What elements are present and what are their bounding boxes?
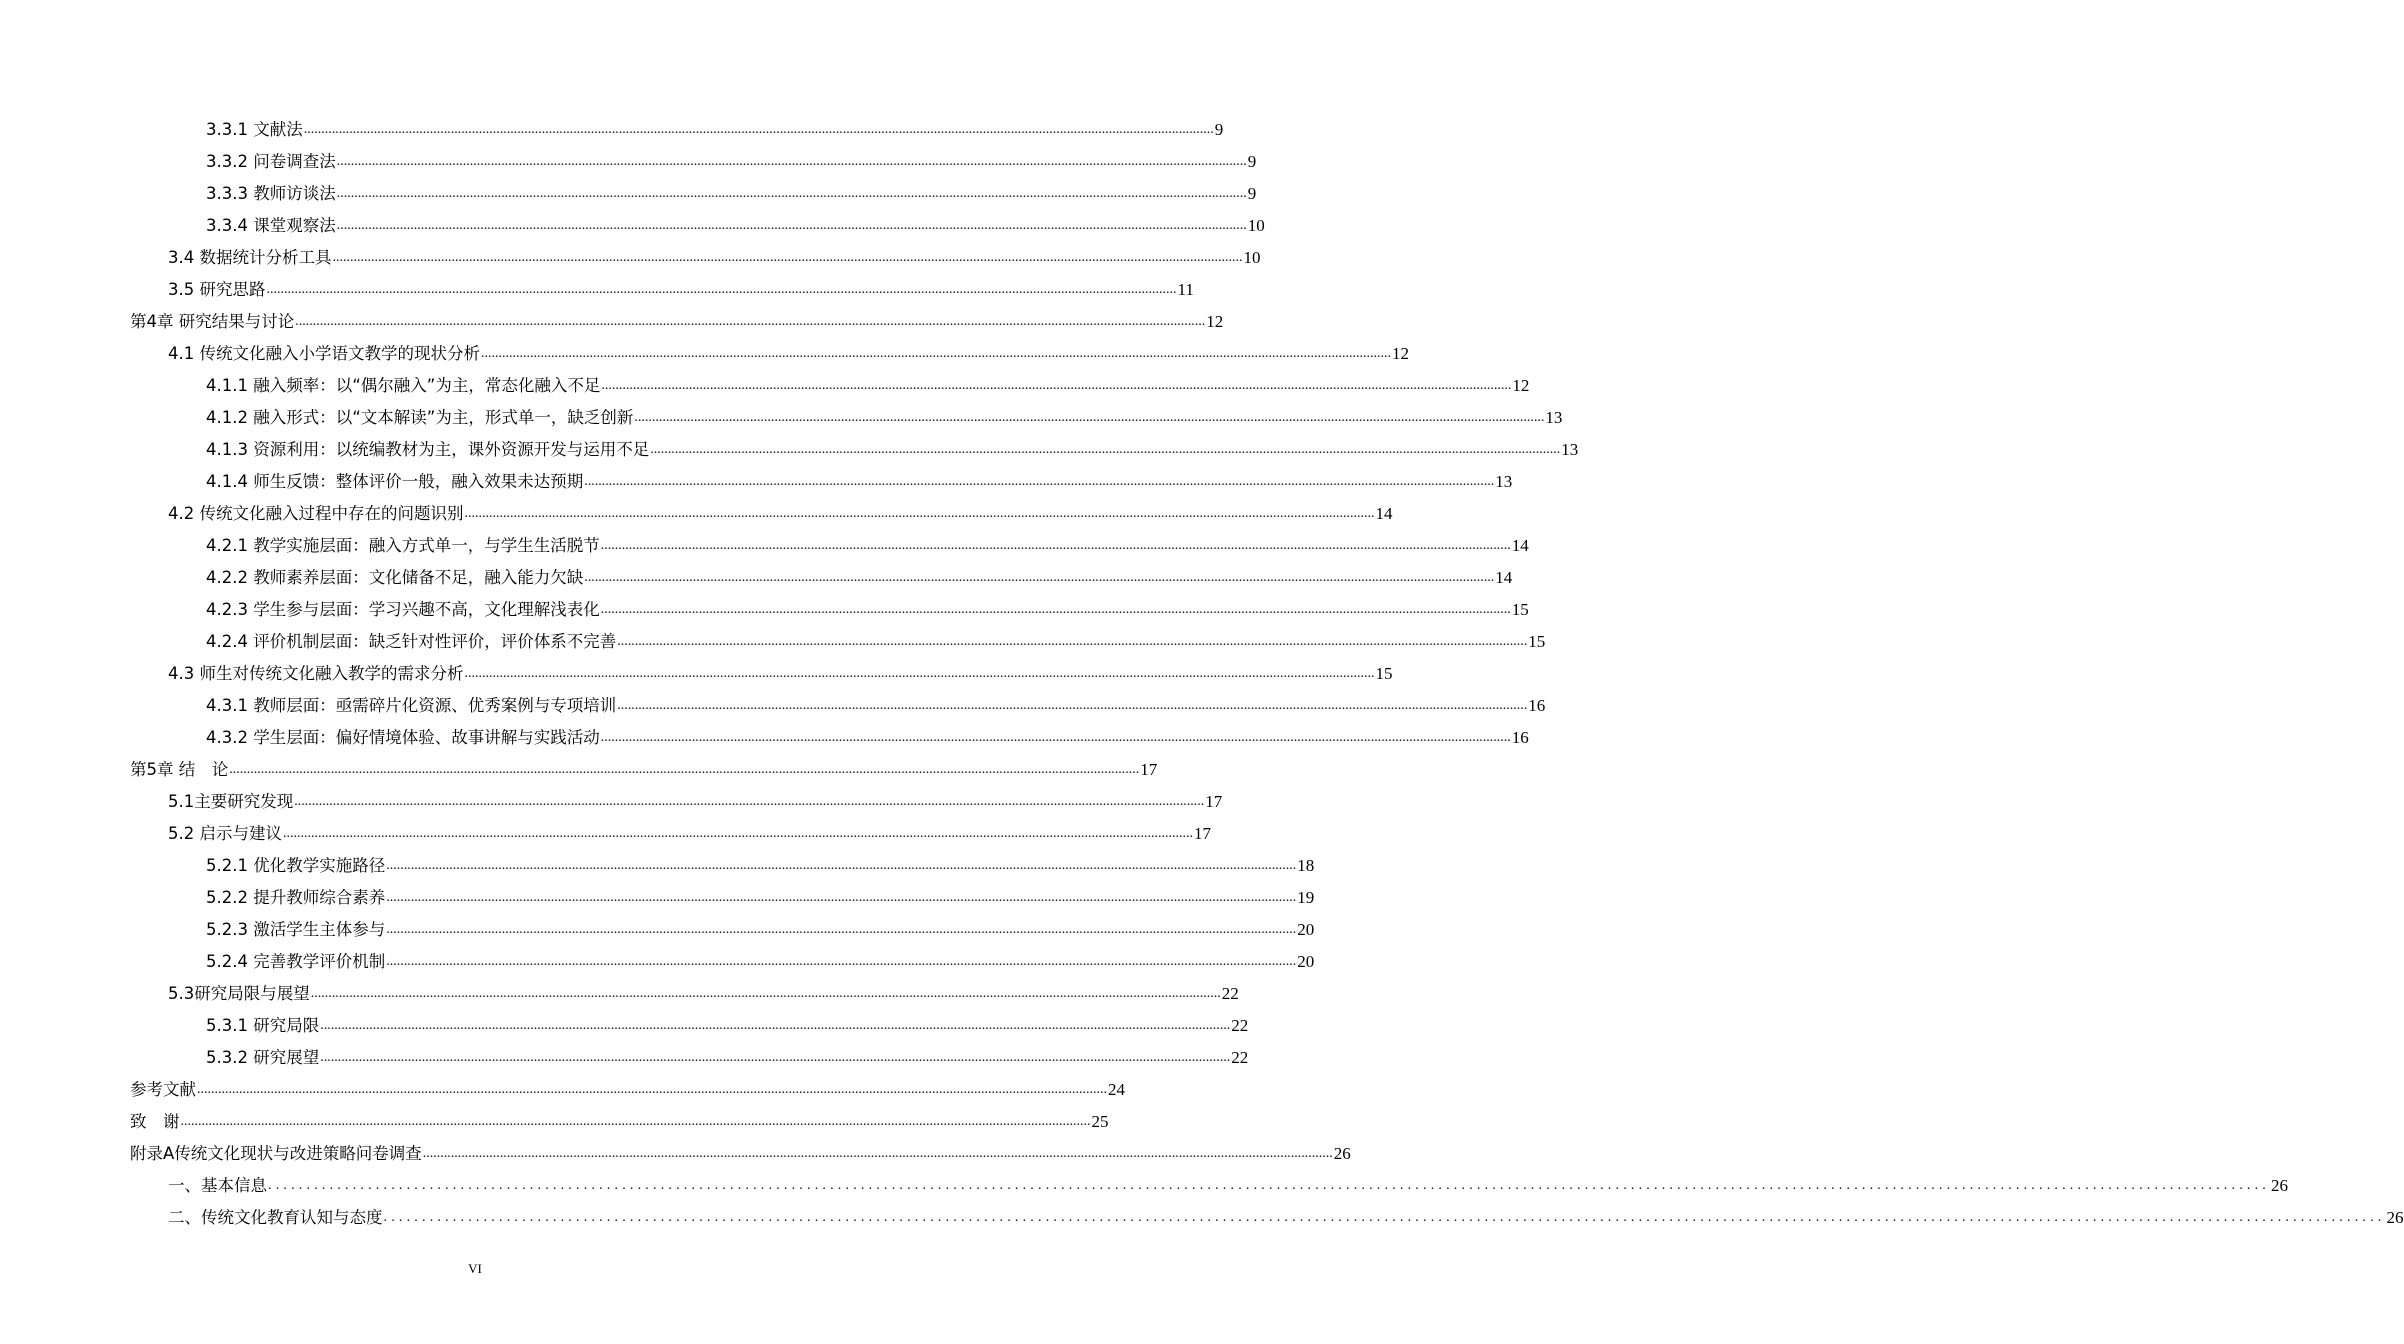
toc-entry[interactable] [0,466,1513,498]
toc-entry-title: 4.1.2 融入形式：以“文本解读”为主，形式单一，缺乏创新 [206,408,634,427]
toc-entry-page-number: 14 [1375,504,1393,523]
toc-dot-leader: .................................................................................................................................................................................................................................................................... [294,794,1205,809]
toc-entry-title: 3.5 研究思路 [168,280,266,299]
toc-entry[interactable] [0,626,1546,658]
toc-dot-leader: .................................................................................................................................................................................................................................................................... [650,442,1561,457]
toc-entry[interactable] [0,1202,2404,1234]
toc-entry-page-number: 16 [1511,728,1529,747]
toc-dot-leader: .................................................................................................................................................................................................................................................................... [303,122,1214,137]
toc-entry-title: 二、传统文化教育认知与态度 [168,1208,383,1227]
toc-entry-page-number: 26 [2271,1176,2288,1195]
toc-entry-title: 5.2 启示与建议 [168,824,282,843]
toc-entry[interactable] [0,274,1194,306]
toc-dot-leader: .................................................................................................................................................................................................................................................................... [383,1210,2386,1225]
page-number: VI [468,1261,482,1276]
toc-dot-leader: .................................................................................................................................................................................................................................................................... [197,1082,1107,1097]
toc-entry-page-number: 18 [1297,856,1315,875]
toc-entry-page-number: 22 [1231,1048,1249,1067]
toc-dot-leader: .................................................................................................................................................................................................................................................................... [600,602,1511,617]
toc-dot-leader: .................................................................................................................................................................................................................................................................... [617,634,1528,649]
toc-entry-title: 4.3.1 教师层面：亟需碎片化资源、优秀案例与专项培训 [206,696,617,715]
toc-entry[interactable] [0,402,1563,434]
toc-dot-leader: .................................................................................................................................................................................................................................................................... [386,890,1297,905]
toc-entry-page-number: 9 [1247,152,1257,171]
toc-entry[interactable] [0,498,1393,530]
toc-entry[interactable] [0,434,1579,466]
toc-dot-leader: .................................................................................................................................................................................................................................................................... [617,698,1528,713]
toc-entry-title: 4.2.3 学生参与层面：学习兴趣不高，文化理解浅表化 [206,600,600,619]
toc-entry-page-number: 16 [1528,696,1546,715]
table-of-contents [0,114,2404,1234]
toc-entry-page-number: 12 [1512,376,1530,395]
toc-dot-leader: .................................................................................................................................................................................................................................................................... [266,282,1177,297]
toc-entry-page-number: 13 [1495,472,1513,491]
toc-entry-title: 第4章 研究结果与讨论 [130,312,295,331]
toc-entry[interactable] [0,722,1529,754]
toc-entry-page-number: 10 [1247,216,1265,235]
toc-entry-title: 3.3.3 教师访谈法 [206,184,336,203]
toc-entry-title: 5.3.2 研究展望 [206,1048,320,1067]
toc-entry-page-number: 12 [1392,344,1409,363]
toc-dot-leader: .................................................................................................................................................................................................................................................................... [422,1146,1333,1161]
toc-dot-leader: .................................................................................................................................................................................................................................................................... [600,538,1511,553]
toc-entry[interactable] [0,1170,2288,1202]
toc-entry[interactable] [0,978,1239,1010]
toc-entry[interactable] [0,146,1257,178]
toc-entry[interactable] [0,946,1315,978]
toc-entry[interactable] [0,1042,1249,1074]
toc-entry-page-number: 15 [1375,664,1393,683]
toc-entry-page-number: 19 [1297,888,1315,907]
toc-entry-page-number: 9 [1247,184,1257,203]
toc-entry-page-number: 12 [1206,312,1224,331]
toc-entry-title: 3.3.1 文献法 [206,120,303,139]
toc-entry[interactable] [0,850,1315,882]
toc-dot-leader: .................................................................................................................................................................................................................................................................... [584,570,1495,585]
page-number-footer [0,1261,950,1277]
toc-entry[interactable] [0,370,1530,402]
toc-entry-title: 4.1.1 融入频率：以“偶尔融入”为主，常态化融入不足 [206,376,601,395]
toc-entry-title: 3.4 数据统计分析工具 [168,248,332,267]
toc-entry-page-number: 13 [1561,440,1579,459]
toc-entry-title: 4.2.2 教师素养层面：文化储备不足，融入能力欠缺 [206,568,584,587]
toc-entry-page-number: 11 [1177,280,1194,299]
toc-entry-title: 5.3.1 研究局限 [206,1016,320,1035]
toc-entry[interactable] [0,1074,1125,1106]
toc-entry-title: 致 谢 [130,1112,180,1131]
toc-dot-leader: .................................................................................................................................................................................................................................................................... [229,762,1140,777]
toc-dot-leader: .................................................................................................................................................................................................................................................................... [283,826,1193,841]
toc-entry-page-number: 13 [1545,408,1563,427]
toc-entry-title: 4.2 传统文化融入过程中存在的问题识别 [168,504,464,523]
toc-entry[interactable] [0,178,1257,210]
toc-entry[interactable] [0,338,1409,370]
toc-entry-title: 第5章 结 论 [130,760,229,779]
toc-entry-page-number: 17 [1194,824,1211,843]
toc-entry[interactable] [0,562,1513,594]
toc-entry-title: 4.1.3 资源利用：以统编教材为主，课外资源开发与运用不足 [206,440,650,459]
toc-entry-title: 3.3.2 问卷调查法 [206,152,336,171]
toc-entry[interactable] [0,818,1211,850]
toc-entry-page-number: 22 [1221,984,1239,1003]
toc-entry-title: 5.2.3 激活学生主体参与 [206,920,386,939]
toc-entry-page-number: 17 [1205,792,1223,811]
toc-entry[interactable] [0,690,1546,722]
toc-entry-title: 4.2.1 教学实施层面：融入方式单一，与学生生活脱节 [206,536,600,555]
toc-entry[interactable] [0,530,1529,562]
toc-dot-leader: .................................................................................................................................................................................................................................................................... [320,1050,1231,1065]
toc-dot-leader: .................................................................................................................................................................................................................................................................... [336,218,1247,233]
toc-dot-leader: .................................................................................................................................................................................................................................................................... [336,154,1247,169]
toc-entry-page-number: 14 [1511,536,1529,555]
toc-entry-page-number: 17 [1140,760,1158,779]
toc-entry[interactable] [0,114,1224,146]
toc-entry[interactable] [0,882,1315,914]
toc-entry-title: 4.1 传统文化融入小学语文教学的现状分析 [168,344,480,363]
toc-entry-title: 一、基本信息 [168,1176,267,1195]
toc-dot-leader: .................................................................................................................................................................................................................................................................... [386,858,1297,873]
toc-entry-title: 5.2.2 提升教师综合素养 [206,888,386,907]
toc-dot-leader: .................................................................................................................................................................................................................................................................... [600,730,1511,745]
toc-entry-page-number: 25 [1091,1112,1109,1131]
toc-entry-page-number: 24 [1108,1080,1125,1099]
toc-entry-page-number: 14 [1495,568,1513,587]
toc-dot-leader: .................................................................................................................................................................................................................................................................... [634,410,1545,425]
toc-entry-title: 5.1主要研究发现 [168,792,294,811]
toc-entry-title: 4.2.4 评价机制层面：缺乏针对性评价，评价体系不完善 [206,632,617,651]
toc-dot-leader: .................................................................................................................................................................................................................................................................... [464,666,1375,681]
toc-entry-title: 4.3 师生对传统文化融入教学的需求分析 [168,664,464,683]
toc-dot-leader: .................................................................................................................................................................................................................................................................... [295,314,1206,329]
toc-dot-leader: .................................................................................................................................................................................................................................................................... [332,250,1243,265]
toc-dot-leader: .................................................................................................................................................................................................................................................................... [268,1178,2270,1193]
toc-entry-page-number: 9 [1214,120,1224,139]
toc-dot-leader: .................................................................................................................................................................................................................................................................... [386,922,1297,937]
toc-entry-page-number: 22 [1231,1016,1249,1035]
toc-entry[interactable] [0,1138,1351,1170]
toc-entry[interactable] [0,754,1158,786]
toc-dot-leader: .................................................................................................................................................................................................................................................................... [481,346,1391,361]
toc-dot-leader: .................................................................................................................................................................................................................................................................... [584,474,1495,489]
toc-entry-page-number: 20 [1297,952,1315,971]
toc-entry[interactable] [0,1106,1109,1138]
toc-entry[interactable] [0,306,1224,338]
toc-entry-page-number: 26 [1333,1144,1351,1163]
toc-entry-title: 4.1.4 师生反馈：整体评价一般，融入效果未达预期 [206,472,584,491]
toc-dot-leader: .................................................................................................................................................................................................................................................................... [320,1018,1231,1033]
toc-entry-page-number: 20 [1297,920,1315,939]
toc-entry-title: 4.3.2 学生层面：偏好情境体验、故事讲解与实践活动 [206,728,600,747]
toc-entry-title: 附录A传统文化现状与改进策略问卷调查 [130,1144,422,1163]
toc-dot-leader: .................................................................................................................................................................................................................................................................... [601,378,1512,393]
toc-dot-leader: .................................................................................................................................................................................................................................................................... [386,954,1297,969]
toc-entry[interactable] [0,914,1315,946]
toc-entry-page-number: 26 [2386,1208,2404,1227]
toc-entry-title: 3.3.4 课堂观察法 [206,216,336,235]
toc-entry[interactable] [0,594,1529,626]
toc-entry[interactable] [0,786,1223,818]
toc-dot-leader: .................................................................................................................................................................................................................................................................... [180,1114,1091,1129]
toc-entry[interactable] [0,658,1393,690]
toc-dot-leader: .................................................................................................................................................................................................................................................................... [336,186,1247,201]
toc-dot-leader: .................................................................................................................................................................................................................................................................... [464,506,1375,521]
toc-entry-page-number: 10 [1243,248,1261,267]
toc-entry-title: 5.3研究局限与展望 [168,984,310,1003]
toc-dot-leader: .................................................................................................................................................................................................................................................................... [310,986,1221,1001]
toc-entry[interactable] [0,242,1261,274]
toc-entry[interactable] [0,210,1265,242]
toc-entry-page-number: 15 [1528,632,1546,651]
toc-entry-title: 5.2.1 优化教学实施路径 [206,856,386,875]
toc-entry[interactable] [0,1010,1249,1042]
toc-entry-title: 5.2.4 完善教学评价机制 [206,952,386,971]
toc-entry-page-number: 15 [1511,600,1529,619]
toc-entry-title: 参考文献 [130,1080,196,1099]
